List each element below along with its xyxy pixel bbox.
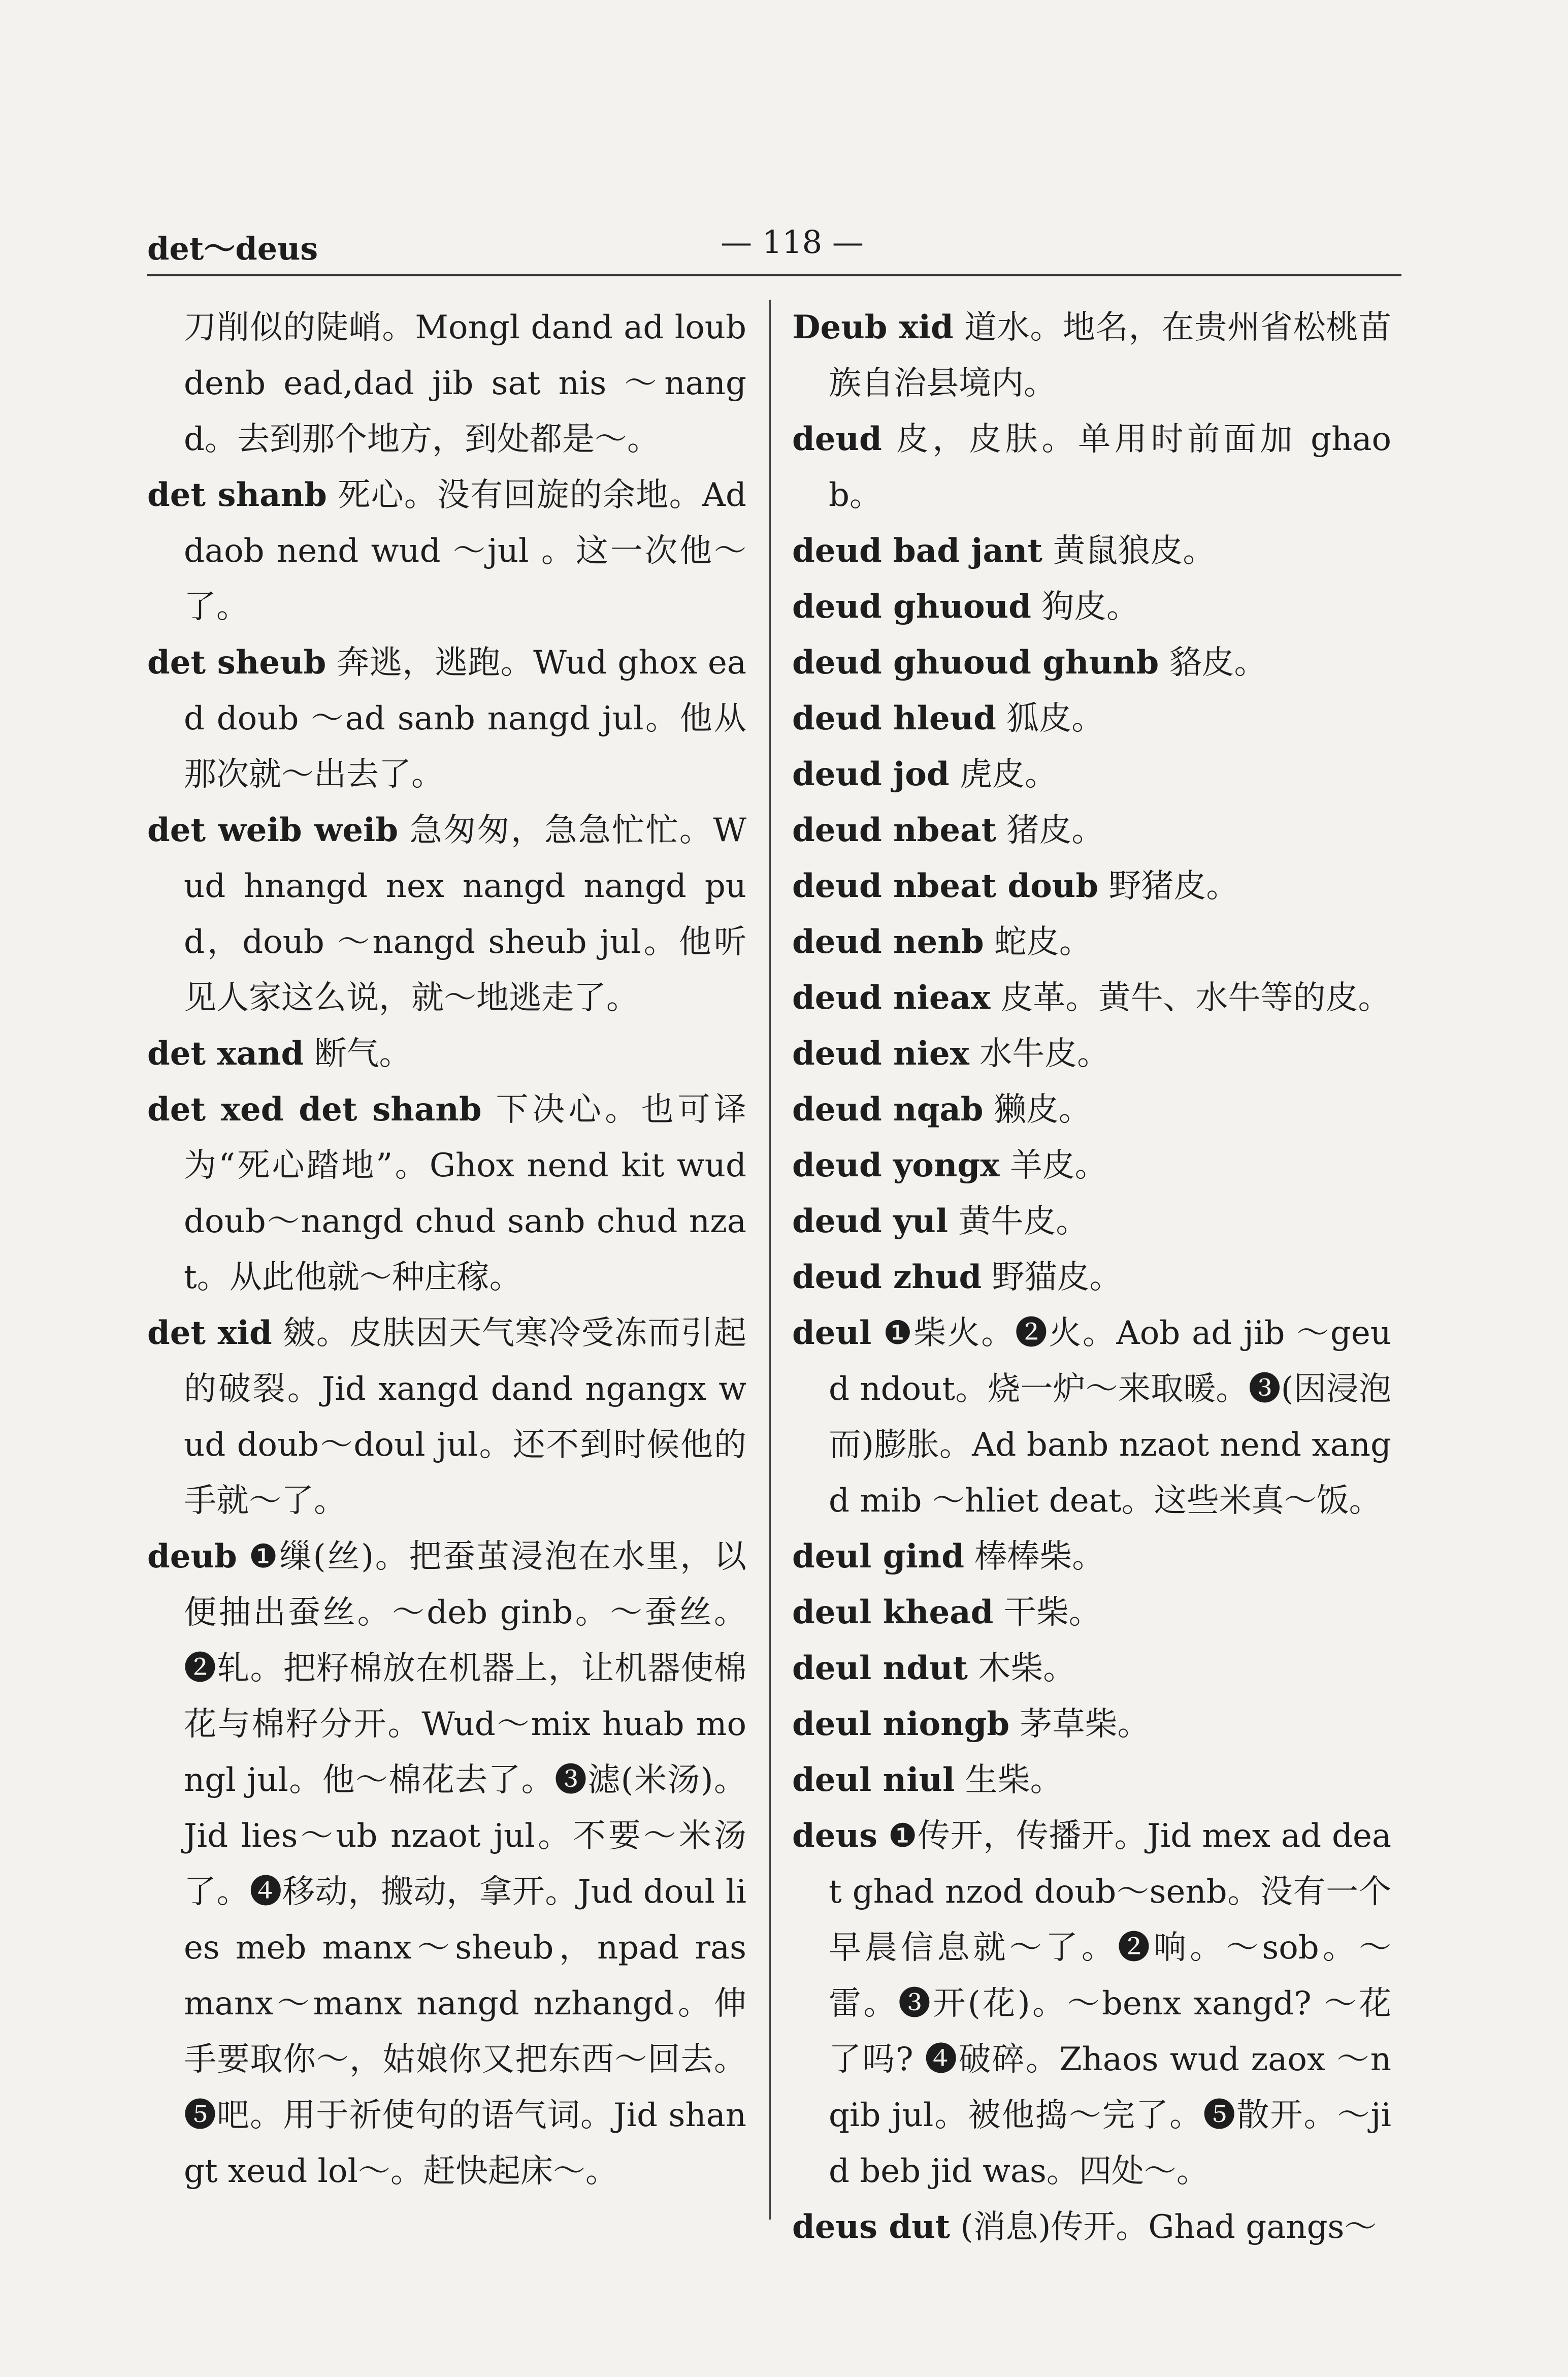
- dictionary-entry: [792, 2199, 1391, 2255]
- dictionary-entry: [792, 1641, 1391, 1696]
- entry-headword: deul ndut: [792, 1649, 968, 1687]
- entry-headword: det weib weib: [147, 811, 399, 849]
- dictionary-entry: [792, 858, 1391, 914]
- entry-headword: deud jod: [792, 755, 950, 793]
- dictionary-entry: [147, 300, 746, 467]
- dictionary-entry: [792, 1194, 1391, 1249]
- dictionary-entry: [792, 970, 1391, 1026]
- entry-headword: deud: [792, 420, 882, 458]
- dictionary-entry: [147, 1026, 746, 1082]
- page-number: — 118 —: [721, 223, 864, 261]
- dictionary-entry: [792, 579, 1391, 635]
- entry-headword: det xand: [147, 1035, 304, 1073]
- dictionary-entry: [147, 1082, 746, 1305]
- entry-definition: 狐皮。: [1006, 700, 1104, 737]
- dictionary-entry: [147, 802, 746, 1026]
- dictionary-entry: [147, 467, 746, 635]
- running-head: det～deus: [147, 230, 318, 267]
- entry-headword: det sheub: [147, 644, 326, 682]
- entry-definition: 生柴。: [965, 1761, 1063, 1799]
- entry-definition: 皴。皮肤因天气寒冷受冻而引起的破裂。Jid xangd dand ngangx wud doub～doul jul。还不到时候他的手就～了。: [184, 1314, 747, 1520]
- entry-headword: deud nenb: [792, 923, 984, 961]
- entry-headword: deud ghuoud: [792, 588, 1031, 626]
- entry-definition: 羊皮。: [1009, 1147, 1107, 1184]
- entry-headword: det xed det shanb: [147, 1090, 482, 1129]
- entry-definition: 皮，皮肤。单用时前面加 ghaob。: [829, 421, 1392, 514]
- entry-headword: deud nbeat doub: [792, 867, 1099, 905]
- dictionary-entry: [792, 1026, 1391, 1082]
- entry-headword: deud yul: [792, 1202, 949, 1240]
- dictionary-entry: [792, 747, 1391, 802]
- dictionary-entry: [792, 1138, 1391, 1194]
- dictionary-entry: [792, 300, 1391, 411]
- entry-definition: 野猪皮。: [1108, 868, 1239, 905]
- entry-headword: deud hleud: [792, 699, 996, 737]
- entry-definition: 蛇皮。: [994, 923, 1092, 961]
- entry-definition: 断气。: [314, 1035, 412, 1073]
- dictionary-entry: [792, 1082, 1391, 1138]
- entry-definition: 道水。地名，在贵州省松桃苗族自治县境内。: [829, 309, 1392, 402]
- entry-headword: deul gind: [792, 1537, 964, 1576]
- dictionary-entry: [792, 1752, 1391, 1808]
- entry-definition: 下决心。也可译为“死心踏地”。Ghox nend kit wud doub～nangd chud sanb chud nzat。从此他就～种庄稼。: [184, 1091, 747, 1296]
- entry-headword: deul niongb: [792, 1705, 1010, 1743]
- entry-headword: deud ghuoud ghunb: [792, 644, 1159, 682]
- entry-definition: (消息)传开。Ghad gangs～: [960, 2208, 1377, 2246]
- entry-headword: deul niul: [792, 1761, 955, 1799]
- dictionary-entry: [147, 635, 746, 802]
- entry-definition: 野猫皮。: [992, 1259, 1122, 1296]
- entry-definition: 黄牛皮。: [958, 1203, 1089, 1240]
- dictionary-entry: [147, 1529, 746, 2199]
- entry-definition: 急匆匆，急急忙忙。Wud hnangd nex nangd nangd pud，doub ～nangd sheub jul。他听见人家这么说，就～地逃走了。: [184, 812, 747, 1017]
- entry-headword: det shanb: [147, 476, 327, 514]
- entry-headword: deul khead: [792, 1593, 994, 1631]
- entry-headword: deus dut: [792, 2208, 951, 2246]
- dictionary-entry: [792, 635, 1391, 691]
- entry-definition: 皮革。黄牛、水牛等的皮。: [1000, 979, 1391, 1017]
- entry-definition: 木柴。: [978, 1650, 1076, 1687]
- entry-definition: 貉皮。: [1169, 644, 1267, 682]
- entry-headword: deud zhud: [792, 1258, 982, 1296]
- entry-definition: 奔逃，逃跑。Wud ghox ead doub ～ad sanb nangd jul。他从那次就～出去了。: [184, 644, 747, 793]
- dictionary-entry: [792, 914, 1391, 970]
- entry-headword: deud nieax: [792, 979, 991, 1017]
- entry-definition: ❶柴火。❷火。Aob ad jib ～geud ndout。烧一炉～来取暖。❸(因浸泡而)膨胀。Ad banb nzaot nend xangd mib ～hliet deat。这些米真～饭。: [829, 1314, 1391, 1520]
- entry-headword: deub: [147, 1537, 237, 1576]
- entry-definition: 水牛皮。: [979, 1035, 1110, 1073]
- column-divider: [769, 300, 771, 2220]
- dictionary-entry: [792, 1305, 1391, 1529]
- entry-headword: deud bad jant: [792, 532, 1042, 570]
- dictionary-entry: [792, 1529, 1391, 1585]
- entry-headword: deul: [792, 1314, 872, 1352]
- left-column: [147, 300, 746, 2199]
- dictionary-entry: [792, 1696, 1391, 1752]
- dictionary-entry: [147, 1305, 746, 1529]
- dictionary-entry: [792, 691, 1391, 747]
- entry-headword: deud yongx: [792, 1146, 1000, 1184]
- entry-definition: 黄鼠狼皮。: [1053, 532, 1216, 570]
- entry-definition: 死心。没有回旋的余地。Ad daob nend wud ～jul 。这一次他～了。: [184, 476, 746, 626]
- entry-definition: 狗皮。: [1041, 588, 1139, 626]
- entry-definition: 猪皮。: [1006, 812, 1104, 849]
- entry-headword: deud nbeat: [792, 811, 997, 849]
- dictionary-entry: [792, 1585, 1391, 1641]
- entry-definition: 獭皮。: [993, 1091, 1091, 1129]
- entry-definition: 棒棒柴。: [974, 1538, 1105, 1576]
- entry-definition: 干柴。: [1003, 1594, 1101, 1631]
- page-header: [147, 218, 1401, 276]
- entry-definition: 刀削似的陡峭。Mongl dand ad loub denb ead,dad jib sat nis ～nangd。去到那个地方，到处都是～。: [184, 309, 746, 458]
- dictionary-entry: [792, 523, 1391, 579]
- entry-headword: deus: [792, 1817, 878, 1855]
- entry-headword: det xid: [147, 1314, 272, 1352]
- dictionary-entry: [792, 411, 1391, 523]
- entry-headword: Deub xid: [792, 308, 954, 346]
- entry-definition: 虎皮。: [959, 756, 1057, 793]
- entry-definition: ❶缫(丝)。把蚕茧浸泡在水里，以便抽出蚕丝。～deb ginb。～蚕丝。❷轧。把籽棉放在机器上，让机器使棉花与棉籽分开。Wud～mix huab mongl jul。他～棉花去了。❸滤(米汤)。Jid lies～ub nzaot jul。不要～米汤了。❹移动，搬动，拿开。Jud doul lies meb manx～sheub，npad ras manx～manx nangd nzhangd。伸手要取你～，姑娘你又把东西～回去。❺吧。用于祈使句的语气词。Jid shangt xeud lol～。赶快起床～。: [184, 1538, 747, 2190]
- entry-definition: ❶传开，传播开。Jid mex ad deat ghad nzod doub～senb。没有一个早晨信息就～了。❷响。～sob。～雷。❸开(花)。～benx xangd? ～花了吗? ❹破碎。Zhaos wud zaox ～nqib jul。被他捣～完了。❺散开。～jid beb jid was。四处～。: [829, 1817, 1392, 2190]
- entry-headword: deud nqab: [792, 1090, 984, 1129]
- right-column: [792, 300, 1391, 2255]
- dictionary-entry: [792, 1808, 1391, 2199]
- entry-headword: deud niex: [792, 1035, 969, 1073]
- entry-definition: 茅草柴。: [1020, 1706, 1150, 1743]
- dictionary-entry: [792, 802, 1391, 858]
- dictionary-entry: [792, 1249, 1391, 1305]
